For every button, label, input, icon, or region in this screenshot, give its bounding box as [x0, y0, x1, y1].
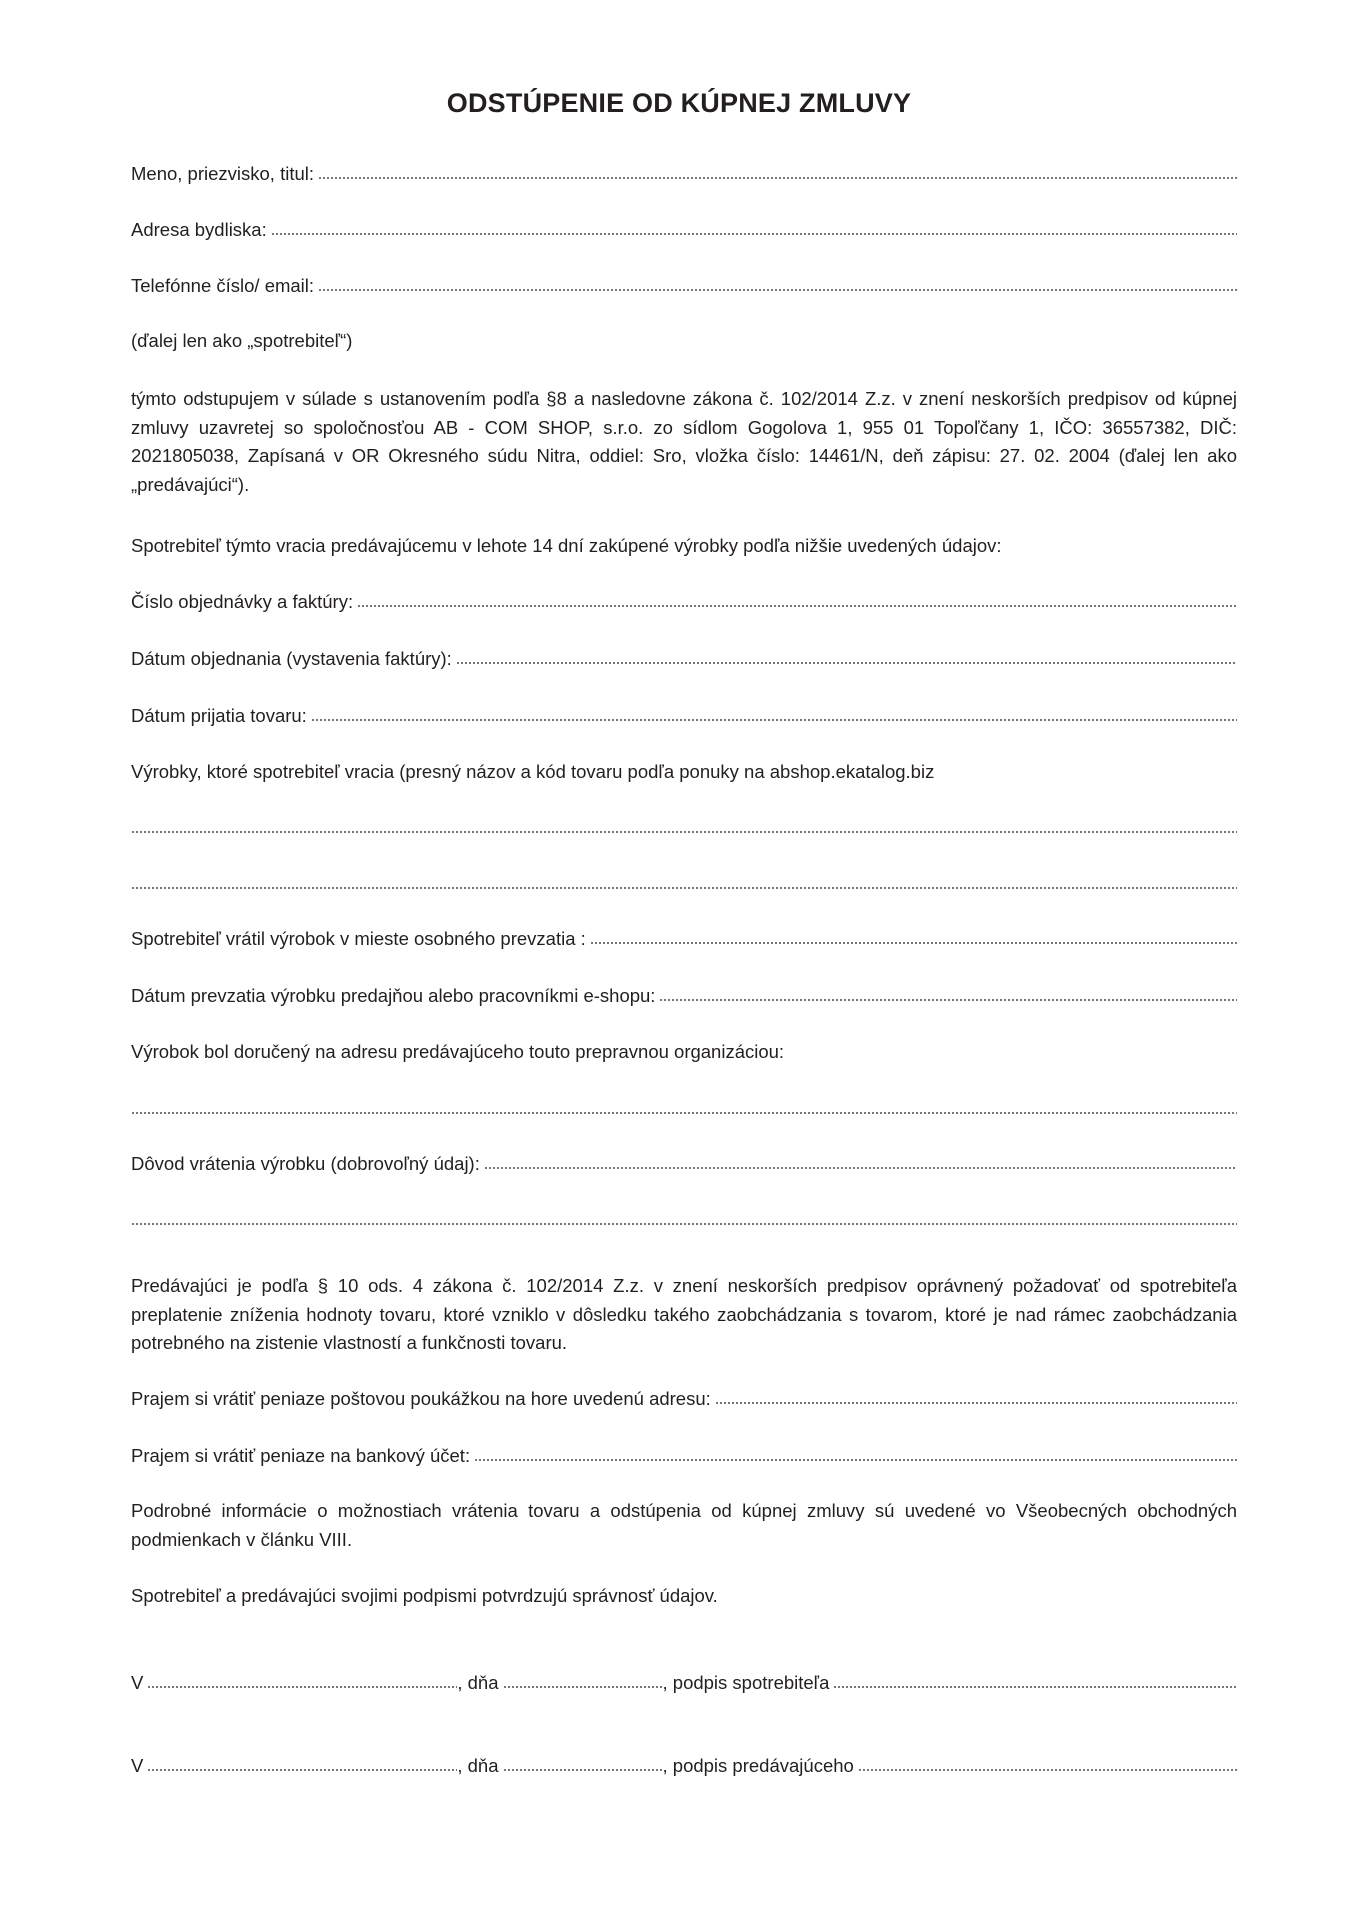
consumer-signature-row [131, 1669, 1237, 1697]
seller-sign-prefix: , podpis predávajúceho [662, 1755, 854, 1776]
seller-place-prefix: V [131, 1755, 144, 1776]
contact-field-row [131, 272, 1237, 300]
seller-date-prefix: , dňa [457, 1755, 499, 1776]
order-date-label: Dátum objednania (vystavenia faktúry): [131, 648, 452, 669]
seller-place-input[interactable] [147, 1768, 457, 1772]
seller-date-input[interactable] [503, 1768, 663, 1772]
info-paragraph: Podrobné informácie o možnostiach vrátenia tovaru a odstúpenia od kúpnej zmluvy sú uvedené vo Všeobecných obchodných podmienkach v článku VIII. [131, 1500, 1237, 1550]
consumer-place-input[interactable] [147, 1685, 457, 1689]
consumer-place-prefix: V [131, 1672, 144, 1693]
carrier-input[interactable] [131, 1111, 1237, 1115]
products-label: Výrobky, ktoré spotrebiteľ vracia (presný názov a kód tovaru podľa ponuky na abshop.ekatalog.biz [131, 761, 935, 782]
intro-paragraph: týmto odstupujem v súlade s ustanovením podľa §8 a nasledovne zákona č. 102/2014 Z.z. v znení neskorších predpisov od kúpnej zmluvy uzavretej so spoločnosťou AB - COM SHOP, s.r.o. zo sídlom Gogolova 1, 955 01 Topoľčany 1, IČO: 36557382, DIČ: 2021805038, Zapísaná v OR Okresného súdu Nitra, oddiel: Sro, vložka číslo: 14461/N, deň zápisu: 27. 02. 2004 (ďalej len ako „predávajúci“). [131, 388, 1237, 495]
pickup-place-input[interactable] [590, 941, 1237, 945]
order-number-row [131, 588, 1237, 616]
products-line-2-input[interactable] [131, 886, 1237, 890]
consumer-date-prefix: , dňa [457, 1672, 499, 1693]
order-date-input[interactable] [456, 661, 1237, 665]
refund-postal-label: Prajem si vrátiť peniaze poštovou poukážkou na hore uvedenú adresu: [131, 1388, 711, 1409]
document-title: ODSTÚPENIE OD KÚPNEJ ZMLUVY [446, 88, 912, 118]
reason-extra-line-input[interactable] [131, 1222, 1237, 1226]
products-line-1-input[interactable] [131, 830, 1237, 834]
consumer-date-input[interactable] [503, 1685, 663, 1689]
reason-label: Dôvod vrátenia výrobku (dobrovoľný údaj): [131, 1153, 480, 1174]
receipt-date-input[interactable] [311, 718, 1237, 722]
pickup-place-row [131, 925, 1237, 953]
consumer-signature-input[interactable] [833, 1685, 1237, 1689]
refund-postal-row [131, 1385, 1237, 1413]
pickup-date-input[interactable] [659, 998, 1237, 1002]
reason-input[interactable] [484, 1166, 1237, 1170]
confirm-statement: Spotrebiteľ a predávajúci svojimi podpismi potvrdzujú správnosť údajov. [131, 1585, 718, 1606]
refund-bank-input[interactable] [474, 1458, 1237, 1462]
seller-signature-input[interactable] [858, 1768, 1237, 1772]
pickup-place-label: Spotrebiteľ vrátil výrobok v mieste osobného prevzatia : [131, 928, 586, 949]
name-field-label: Meno, priezvisko, titul: [131, 163, 315, 184]
receipt-date-row [131, 702, 1237, 730]
seller-paragraph: Predávajúci je podľa § 10 ods. 4 zákona č. 102/2014 Z.z. v znení neskorších predpisov oprávnený požadovať od spotrebiteľa preplatenie zníženia hodnoty tovaru, ktoré vzniklo v dôsledku takého zaobchádzania s tovarom, ktoré je nad rámec zaobchádzania potrebného na zistenie vlastností a funkčnosti tovaru. [131, 1275, 1237, 1353]
refund-bank-label: Prajem si vrátiť peniaze na bankový účet: [131, 1445, 471, 1466]
consumer-sign-prefix: , podpis spotrebiteľa [662, 1672, 830, 1693]
refund-postal-input[interactable] [715, 1401, 1237, 1405]
contact-field-input[interactable] [318, 288, 1237, 292]
receipt-date-label: Dátum prijatia tovaru: [131, 705, 307, 726]
contact-field-label: Telefónne číslo/ email: [131, 275, 315, 296]
order-number-input[interactable] [357, 604, 1237, 608]
name-field-input[interactable] [318, 176, 1237, 180]
address-field-input[interactable] [271, 232, 1237, 236]
refund-bank-row [131, 1442, 1237, 1470]
order-date-row [131, 645, 1237, 673]
carrier-label: Výrobok bol doručený na adresu predávajúceho touto prepravnou organizáciou: [131, 1041, 785, 1062]
reason-row [131, 1150, 1237, 1178]
name-field-row [131, 160, 1237, 188]
pickup-date-label: Dátum prevzatia výrobku predajňou alebo pracovníkmi e-shopu: [131, 985, 656, 1006]
pickup-date-row [131, 982, 1237, 1010]
seller-signature-row [131, 1752, 1237, 1780]
address-field-label: Adresa bydliska: [131, 219, 267, 240]
order-number-label: Číslo objednávky a faktúry: [131, 591, 354, 612]
consumer-note: (ďalej len ako „spotrebiteľ“) [131, 330, 353, 351]
address-field-row [131, 216, 1237, 244]
return-statement: Spotrebiteľ týmto vracia predávajúcemu v lehote 14 dní zakúpené výrobky podľa nižšie uvedených údajov: [131, 535, 1002, 556]
